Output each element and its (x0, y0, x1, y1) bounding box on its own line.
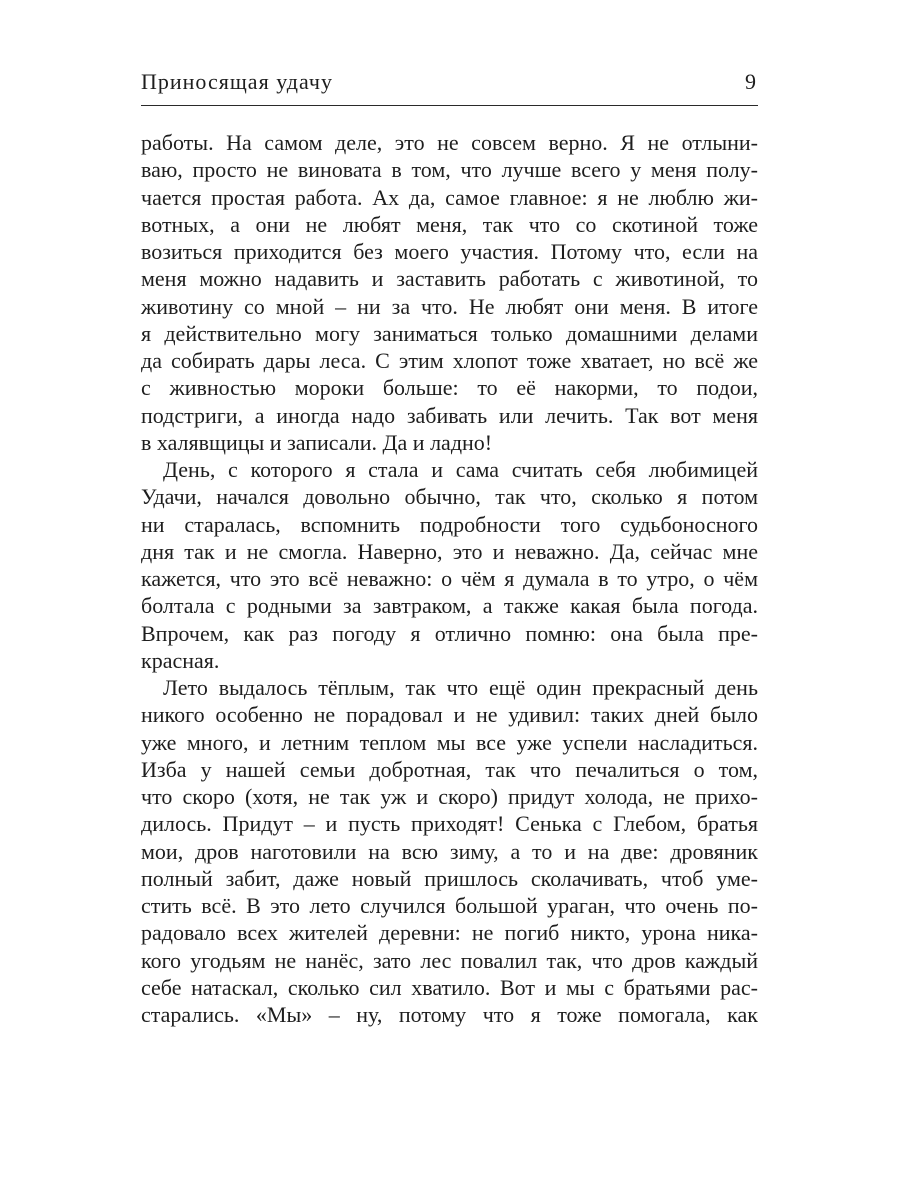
text-line: старались. «Мы» – ну, потому что я тоже помогала, как (141, 1002, 758, 1027)
text-line: чается простая работа. Ах да, самое главное: я не люблю жи- (141, 184, 758, 210)
page-header (141, 66, 758, 98)
text-line: Изба у нашей семьи добротная, так что печалиться о том, (141, 756, 758, 782)
text-line: стить всё. В это лето случился большой ураган, что очень по- (141, 893, 758, 918)
text-line: в халявщицы и записали. Да и ладно! (141, 429, 493, 455)
text-line: никого особенно не порадовал и не удивил: таких дней было (141, 702, 758, 728)
text-line: Впрочем, как раз погоду я отлично помню: она была пре- (141, 620, 758, 646)
text-line: себе натаскал, сколько сил хватило. Вот и мы с братьями рас- (141, 974, 758, 1000)
text-line: дня так и не смогла. Наверно, это и неважно. Да, сейчас мне (141, 538, 758, 564)
text-line: что скоро (хотя, не так уж и скоро) придут холода, не прихо- (141, 784, 758, 809)
text-line: животину со мной – ни за что. Не любят они меня. В итоге (141, 293, 758, 319)
page-number: 9 (745, 69, 756, 94)
body-text (141, 129, 758, 1028)
text-line: работы. На самом деле, это не совсем верно. Я не отлыни- (141, 130, 758, 155)
text-line: я действительно могу заниматься только домашними делами (141, 320, 758, 346)
text-line: да собирать дары леса. С этим хлопот тоже хватает, но всё же (141, 348, 758, 373)
text-line: возиться приходится без моего участия. Потому что, если на (141, 239, 758, 264)
text-line: меня можно надавить и заставить работать с животиной, то (141, 266, 758, 292)
text-line: дилось. Придут – и пусть приходят! Сенька с Глебом, братья (141, 811, 758, 837)
text-line: кого угодьям не нанёс, зато лес повалил так, что дров каждый (141, 947, 758, 973)
text-line: Лето выдалось тёплым, так что ещё один прекрасный день (163, 675, 758, 700)
text-line: подстриги, а иногда надо забивать или лечить. Так вот меня (141, 402, 758, 428)
text-line: радовало всех жителей деревни: не погиб никто, урона ника- (141, 920, 758, 946)
text-line: День, с которого я стала и сама считать себя любимицей (163, 457, 758, 482)
text-line: полный забит, даже новый пришлось сколачивать, чтоб уме- (141, 865, 758, 891)
text-line: ваю, просто не виновата в том, что лучше всего у меня полу- (141, 157, 758, 183)
running-title: Приносящая удачу (141, 69, 333, 94)
header-rule (141, 105, 758, 106)
text-line: уже много, и летним теплом мы все уже успели насладиться. (141, 729, 758, 755)
text-line: Удачи, начался довольно обычно, так что, сколько я потом (141, 484, 758, 510)
text-line: красная. (141, 647, 220, 673)
text-line: болтала с родными за завтраком, а также какая была погода. (141, 593, 758, 619)
text-line: мои, дров наготовили на всю зиму, а то и на две: дровяник (141, 838, 758, 864)
text-line: с живностью мороки больше: то её накорми, то подои, (141, 375, 758, 401)
text-line: ни старалась, вспомнить подробности того судьбоносного (141, 511, 758, 537)
text-line: кажется, что это всё неважно: о чём я думала в то утро, о чём (141, 566, 758, 591)
text-line: вотных, а они не любят меня, так что со скотиной тоже (141, 211, 758, 237)
